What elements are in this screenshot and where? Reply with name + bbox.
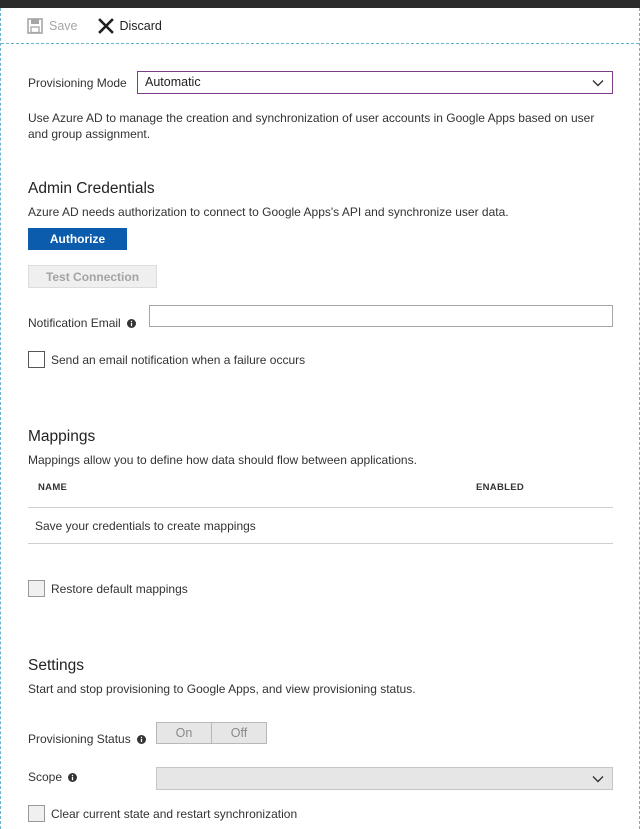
command-toolbar — [1, 8, 639, 44]
provisioning-mode-select[interactable] — [137, 71, 613, 94]
info-icon — [137, 735, 146, 744]
settings-description: Start and stop provisioning to Google Apps, and view provisioning status. — [28, 682, 416, 696]
floppy-disk-icon — [27, 18, 43, 34]
test-connection-button[interactable]: Test Connection — [28, 265, 157, 288]
discard-button[interactable] — [98, 8, 162, 44]
scope-select[interactable] — [156, 767, 613, 790]
notification-email-input[interactable] — [149, 305, 613, 327]
admin-credentials-heading: Admin Credentials — [28, 180, 155, 197]
mappings-empty-message: Save your credentials to create mappings — [35, 519, 256, 533]
info-icon — [127, 319, 136, 328]
admin-credentials-description: Azure AD needs authorization to connect to Google Apps's API and synchronize user data. — [28, 205, 509, 219]
provisioning-status-label-text: Provisioning Status — [28, 732, 131, 746]
restore-default-mappings-label: Restore default mappings — [51, 582, 188, 596]
discard-label: Discard — [119, 18, 162, 33]
restore-default-mappings-checkbox[interactable] — [28, 580, 45, 597]
window-top-bar — [0, 0, 640, 8]
authorize-button[interactable]: Authorize — [28, 228, 127, 250]
table-divider — [28, 507, 613, 508]
clear-state-checkbox[interactable] — [28, 805, 45, 822]
save-button[interactable] — [27, 8, 78, 44]
provisioning-mode-label: Provisioning Mode — [28, 76, 127, 90]
provisioning-status-label — [28, 731, 146, 747]
mappings-description: Mappings allow you to define how data should flow between applications. — [28, 453, 417, 467]
failure-notification-label: Send an email notification when a failure occurs — [51, 353, 306, 367]
chevron-down-icon — [592, 773, 604, 785]
clear-state-label: Clear current state and restart synchronization — [51, 807, 298, 821]
provisioning-mode-value: Automatic — [145, 75, 201, 89]
failure-notification-checkbox[interactable] — [28, 351, 45, 368]
x-icon — [98, 18, 114, 34]
table-divider — [28, 543, 613, 544]
save-label: Save — [49, 18, 78, 33]
provisioning-status-toggle[interactable] — [156, 722, 267, 744]
settings-heading: Settings — [28, 657, 85, 674]
toggle-off-option[interactable]: Off — [211, 723, 266, 743]
provisioning-description: Use Azure AD to manage the creation and synchronization of user accounts in Google Apps based on user and group assignment. — [28, 111, 595, 141]
scope-label — [28, 769, 77, 785]
scope-label-text: Scope — [28, 770, 63, 784]
mappings-heading: Mappings — [28, 428, 96, 445]
chevron-down-icon — [592, 77, 604, 89]
info-icon — [68, 773, 77, 782]
notification-email-label-text: Notification Email — [28, 316, 121, 330]
column-header-name: NAME — [38, 482, 68, 493]
notification-email-label — [28, 315, 136, 331]
toggle-on-option[interactable]: On — [175, 726, 193, 740]
column-header-enabled: ENABLED — [476, 482, 525, 493]
